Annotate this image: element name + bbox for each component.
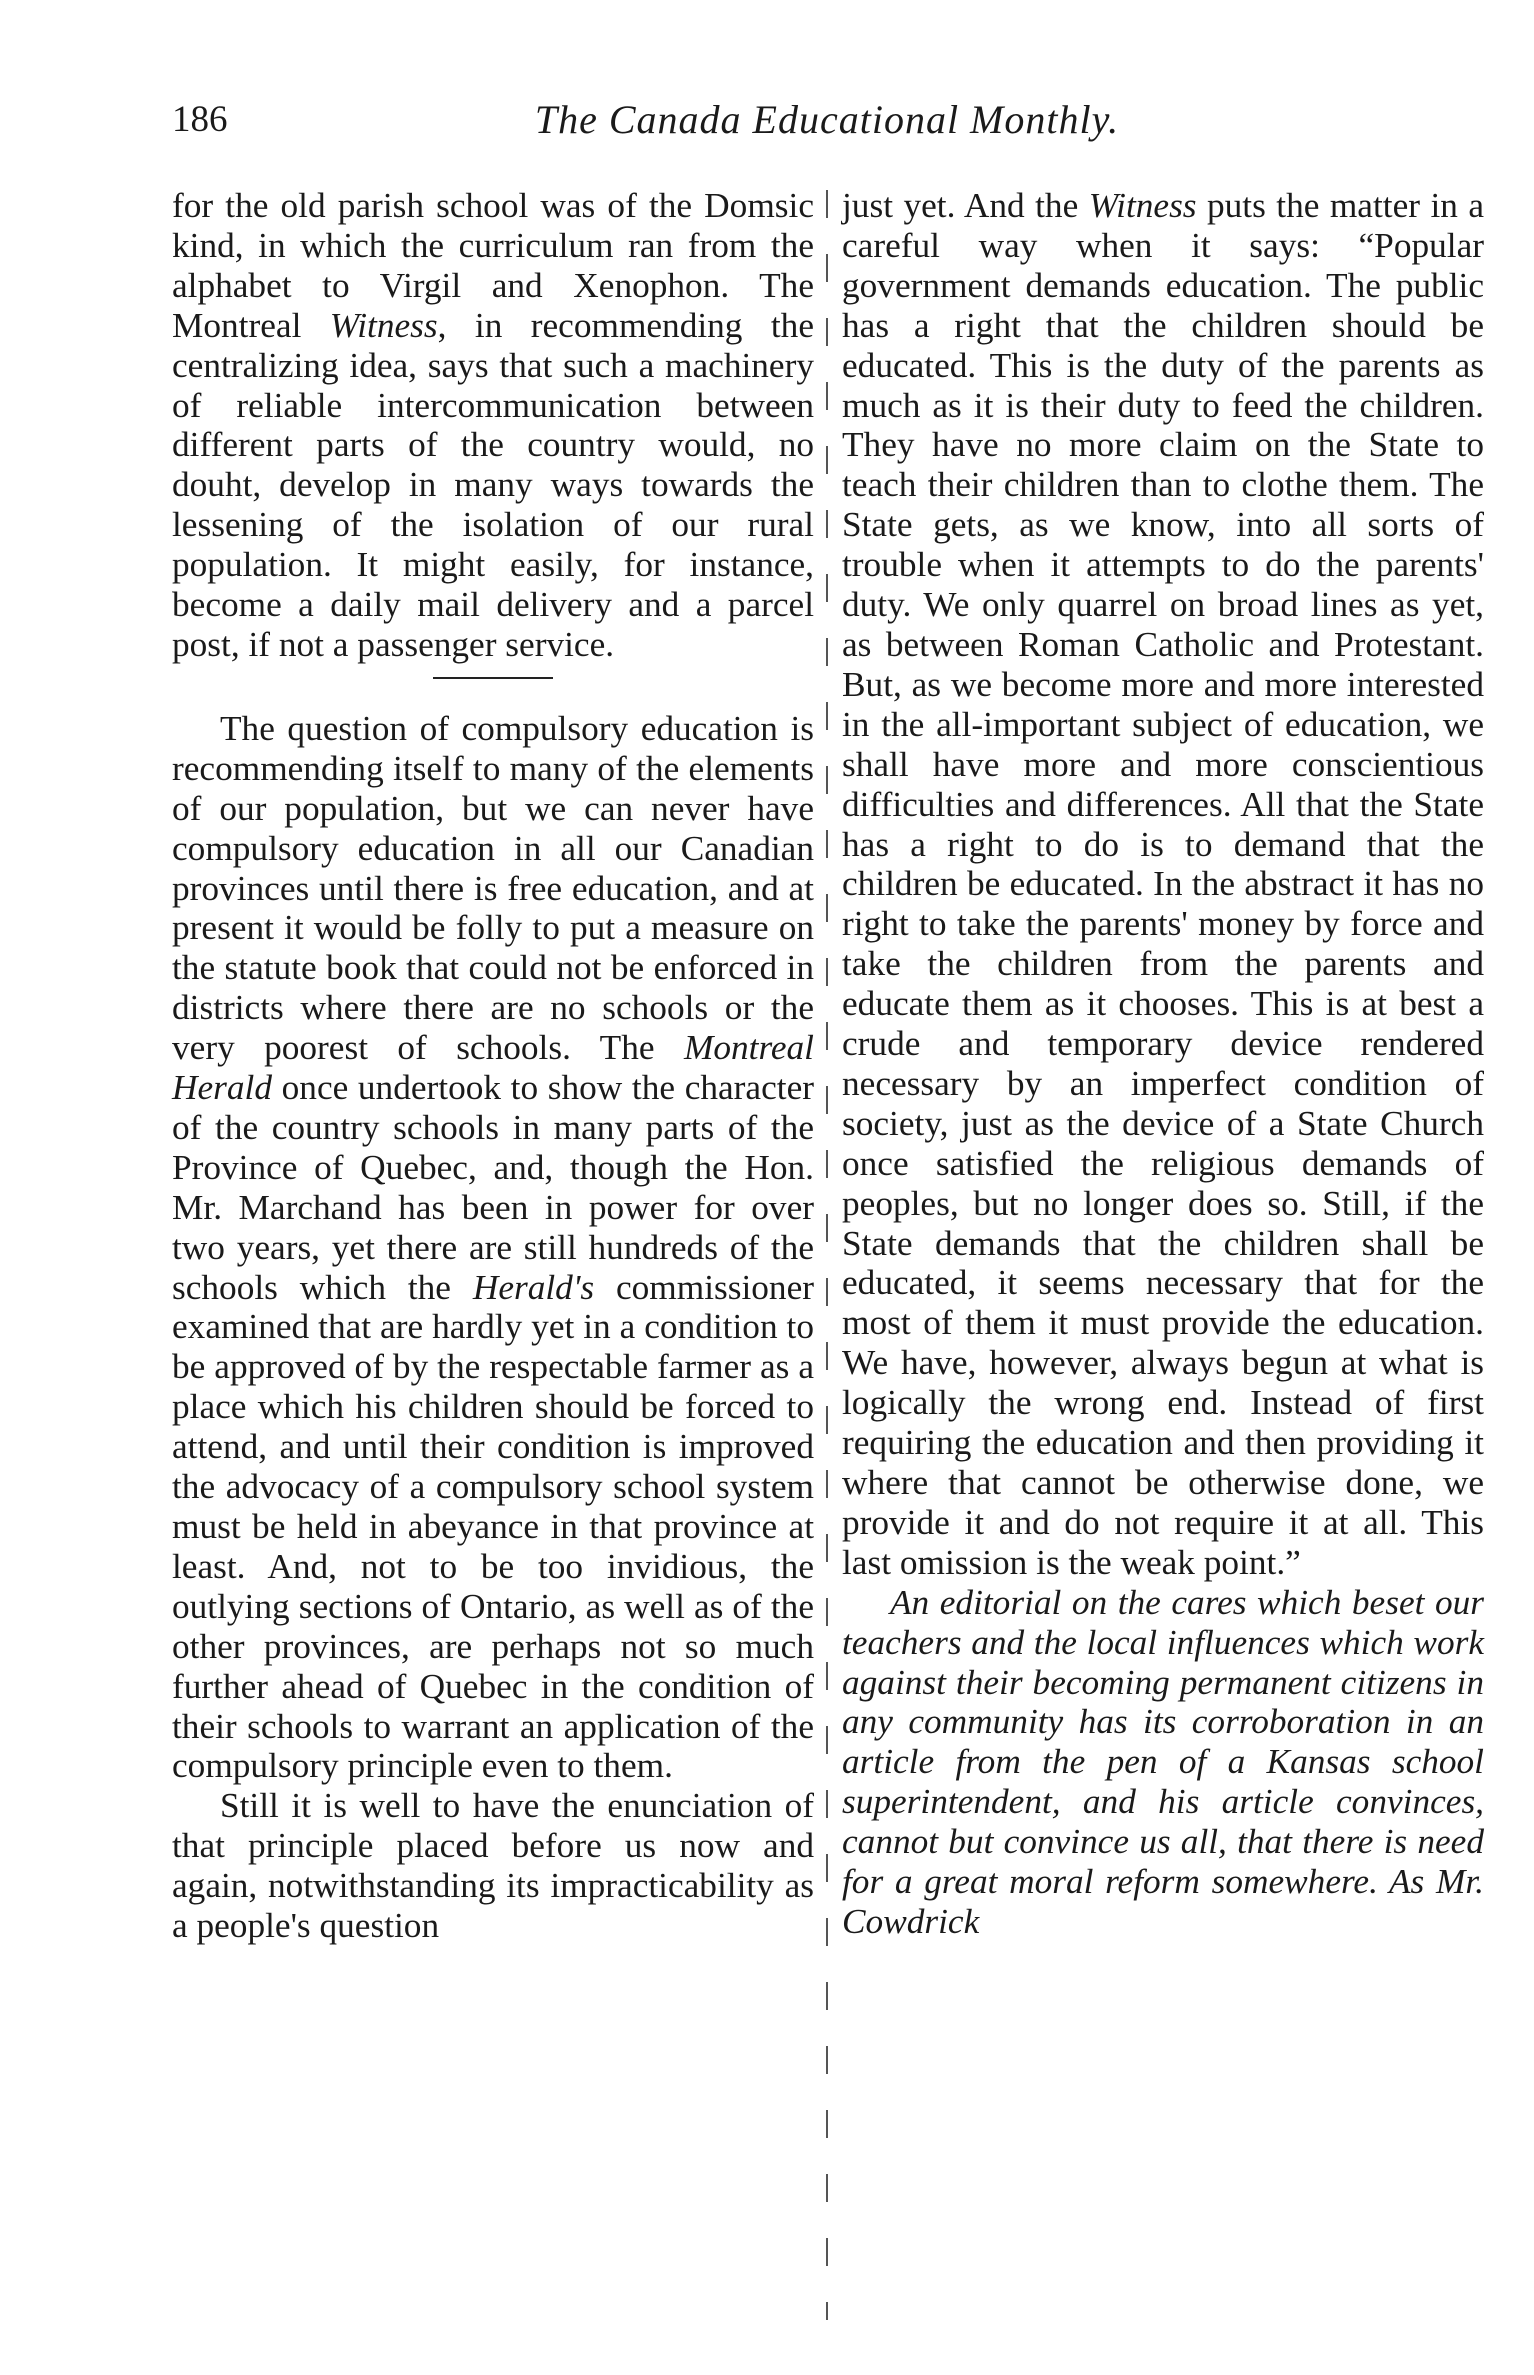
left-paragraph-2 bbox=[172, 709, 814, 1786]
text-run: , in recommending the centralizing idea, says that such a machinery of reliable intercommunication between different parts of the country would, no douht, develop in many ways towards the lessening of the isolation of our rural population. It might easily, for instance, become a daily mail delivery and a parcel post, if not a passenger service. bbox=[172, 305, 814, 664]
left-column bbox=[172, 186, 814, 1946]
column-gutter-rule bbox=[826, 190, 828, 2320]
left-paragraph-3: Still it is well to have the enunciation of that principle placed before us now and again, notwithstanding its impracticability as a people's question bbox=[172, 1786, 814, 1946]
page-number: 186 bbox=[172, 99, 228, 140]
right-column bbox=[842, 186, 1484, 1942]
italic-publication-name: Witness bbox=[329, 305, 438, 345]
text-run: puts the matter in a careful way when it says: “Popular government demands education. The public has a right that the children should be educated. This is the duty of the parents as much as it is their duty to feed the children. They have no more claim on the State to teach their children than to clothe them. The State gets, as we know, into all sorts of trouble when it attempts to do the parents' duty. We only quarrel on broad lines as yet, as between Roman Catholic and Protestant. But, as we become more and more interested in the all-important subject of education, we shall have more and more conscientious difficulties and differences. All that the State has a right to do is to demand that the children be educated. In the abstract it has no right to take the parents' money by force and take the children from the parents and educate them as it chooses. This is at best a crude and temporary device rendered necessary by an imperfect condition of society, just as the device of a State Church once satisfied the religious demands of peoples, but no longer does so. Still, if the State demands that the children shall be educated, it seems necessary that for the most of them it must provide the education. We have, however, always begun at what is logically the wrong end. Instead of first requiring the education and then providing it where that cannot be otherwise done, we provide it and do not require it at all. This last omission is the weak point.” bbox=[842, 186, 1485, 1582]
italic-publication-name: Herald's bbox=[472, 1267, 595, 1307]
text-run: The question of compulsory education is recommending itself to many of the elements of our population, but we can never have compulsory education in all our Canadian provinces until there is free education, and at present it would be folly to put a measure on the statute book that could not be enforced in districts where there are no schools or the very poorest of schools. The bbox=[172, 708, 814, 1068]
left-paragraph-1 bbox=[172, 186, 814, 665]
italic-publication-name: Montreal Herald bbox=[172, 1028, 814, 1108]
text-run: for the old parish school was of the Domsic kind, in which the curriculum ran from the alphabet to Virgil and Xenophon. The Montreal bbox=[172, 186, 814, 345]
running-title: The Canada Educational Monthly. bbox=[534, 97, 1120, 142]
section-divider bbox=[433, 677, 553, 679]
page-header bbox=[172, 90, 1482, 150]
text-run: once undertook to show the character of the country schools in many parts of the Province of Quebec, and, though the Hon. Mr. Marchand has been in power for over two years, yet there are still hundreds of the schools which the bbox=[172, 1068, 814, 1307]
text-run: commissioner examined that are hardly yet in a condition to be approved of by the respectable farmer as a place which his children should be forced to attend, and until their condition is improved the advocacy of a compulsory school system must be held in abeyance in that province at least. And, not to be too invidious, the outlying sections of Ontario, as well as of the other provinces, are perhaps not so much further ahead of Quebec in the condition of their schools to warrant an application of the compulsory principle even to them. bbox=[172, 1267, 815, 1786]
text-run: just yet. And the bbox=[842, 186, 1089, 225]
right-paragraph-1 bbox=[842, 186, 1484, 1583]
right-paragraph-2: An editorial on the cares which beset our teachers and the local influences which work against their becoming permanent citizens in any community has its corroboration in an article from the pen of a Kansas school superintendent, and his article convinces, cannot but convince us all, that there is need for a great moral reform somewhere. As Mr. Cowdrick bbox=[842, 1582, 1484, 1941]
italic-publication-name: Witness bbox=[1088, 186, 1197, 225]
